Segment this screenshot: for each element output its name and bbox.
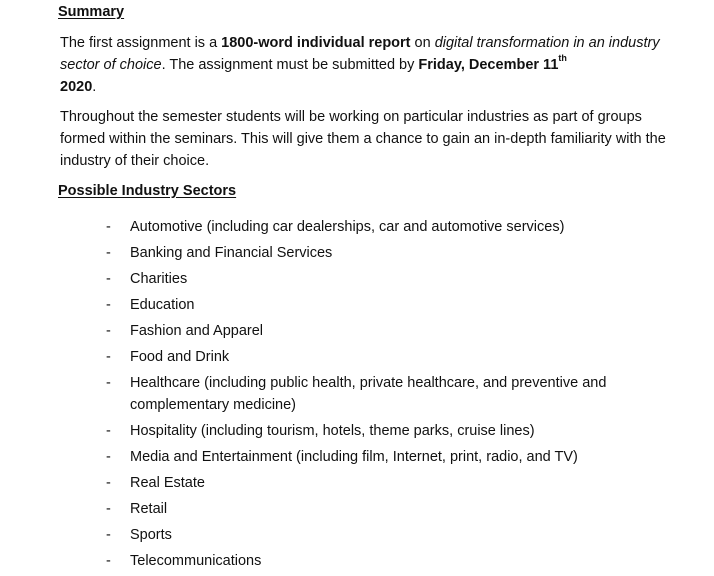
p1-text-c: on <box>410 35 435 51</box>
list-item <box>0 242 630 264</box>
list-item <box>0 216 630 238</box>
bullet-dash: - <box>106 349 111 365</box>
sector-label: Media and Entertainment (including film, Internet, print, radio, and TV) <box>130 449 578 465</box>
bullet-dash: - <box>106 527 111 543</box>
list-item <box>0 472 630 494</box>
bullet-dash: - <box>106 449 111 465</box>
semester-paragraph: Throughout the semester students will be working on particular industries as part of groups formed within the seminars. This will give them a chance to gain an in-depth familiarity with the industry of their choice. <box>60 109 666 169</box>
sectors-heading: Possible Industry Sectors <box>58 183 237 199</box>
sector-label: Fashion and Apparel <box>130 323 264 339</box>
list-item <box>0 446 630 468</box>
report-topic: digital transformation in an industry sector of choice <box>60 35 660 73</box>
sector-label: Sports <box>130 527 172 543</box>
sector-label: Real Estate <box>130 475 205 491</box>
bullet-dash: - <box>106 297 111 313</box>
bullet-dash: - <box>106 271 111 287</box>
due-date-year: 2020 <box>60 79 93 95</box>
list-item <box>0 420 630 442</box>
sector-label: Retail <box>130 501 168 517</box>
due-date-day: Friday, December 11 <box>418 57 559 73</box>
sector-label: Banking and Financial Services <box>130 245 333 261</box>
sector-label: Telecommunications <box>130 553 262 569</box>
list-item <box>0 372 630 416</box>
p1-text-a: The first assignment is a <box>60 35 222 51</box>
sector-label: Education <box>130 297 195 313</box>
bullet-dash: - <box>106 323 111 339</box>
list-item <box>0 550 630 572</box>
list-item <box>0 524 630 546</box>
bullet-dash: - <box>106 245 111 261</box>
report-length: 1800-word individual report <box>221 35 411 51</box>
assignment-paragraph <box>60 32 670 98</box>
bullet-dash: - <box>106 375 111 391</box>
p1-text-h: . <box>92 79 97 95</box>
bullet-dash: - <box>106 219 111 235</box>
list-item <box>0 498 630 520</box>
due-date-suffix: th <box>558 53 567 64</box>
sector-label: Automotive (including car dealerships, car and automotive services) <box>130 219 565 235</box>
sector-label: Hospitality (including tourism, hotels, theme parks, cruise lines) <box>130 423 535 439</box>
list-item <box>0 268 630 290</box>
list-item <box>0 346 630 368</box>
sector-list <box>0 216 714 576</box>
sector-label: Healthcare (including public health, private healthcare, and preventive and complementary medicine) <box>130 375 607 413</box>
sector-label: Charities <box>130 271 188 287</box>
bullet-dash: - <box>106 501 111 517</box>
bullet-dash: - <box>106 423 111 439</box>
list-item <box>0 294 630 316</box>
sector-label: Food and Drink <box>130 349 230 365</box>
bullet-dash: - <box>106 553 111 569</box>
summary-heading: Summary <box>58 4 125 20</box>
p1-text-e: . The assignment must be submitted by <box>161 57 419 73</box>
bullet-dash: - <box>106 475 111 491</box>
list-item <box>0 320 630 342</box>
